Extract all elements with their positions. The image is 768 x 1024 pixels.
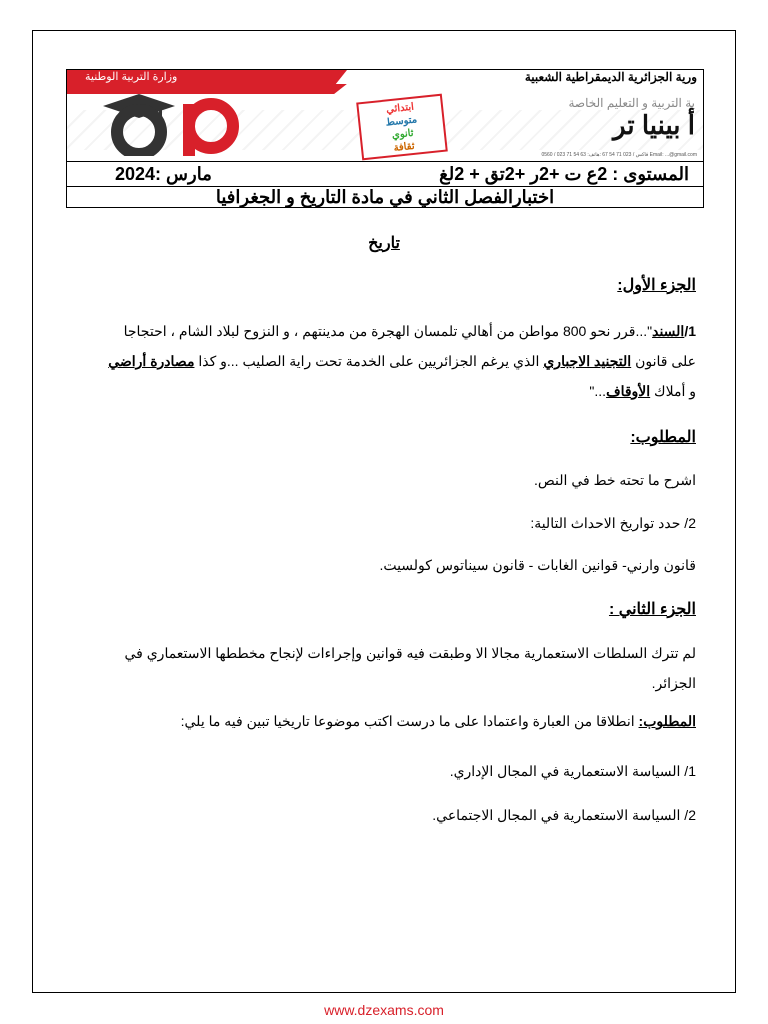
header-banner	[67, 70, 703, 160]
ministry-text: وزارة التربية الوطنية	[85, 71, 178, 83]
exam-header	[66, 69, 704, 208]
footer-link[interactable]: www.dzexams.com	[324, 1002, 444, 1018]
subject-title: تاريخ	[368, 235, 400, 252]
levels-badge: ابتدائي متوسط ثانوي ثقافة	[356, 94, 448, 161]
part2-statement: لم تترك السلطات الاستعمارية مجالا الا وطبقت فيه قوانين وإجراءات لإنجاح مخططها الاستعماري في الجزائر.	[124, 645, 696, 691]
level-row	[67, 161, 703, 187]
part2-point-1: 1/ السياسة الاستعمارية في المجال الإداري.	[449, 763, 696, 779]
level-text: المستوى : 2ع ت +2ر +2تق + 2لغ	[439, 164, 689, 184]
contact-line: 0560 / 023 71 54 63 :فاكس / 023 71 54 67 :هاتف Email: ...@gmail.com	[541, 152, 697, 158]
title-row	[67, 186, 703, 208]
part2-point-2: 2/ السياسة الاستعمارية في المجال الاجتماعي.	[432, 807, 696, 823]
part1-heading: الجزء الأول:	[617, 277, 696, 294]
document-text: 1/السند"...قرر نحو 800 مواطن من أهالي تلمسان الهجرة من مدينتهم ، و النزوح لبلاد الشام ، احتجاجا على قانون التجنيد الاجباري الذي يرغم الجزائريين على الخدمة تحت راية الصليب ...و كذا مصادرة أراضي و أملاك الأوقاف..."	[108, 323, 696, 399]
question-2: 2/ حدد تواريخ الاحداث التالية:	[530, 515, 696, 531]
brand-name: أ بينيا تر	[613, 110, 695, 140]
question-2-items: قانون وارني- قوانين الغابات - قانون سيناتوس كولسيت.	[379, 557, 696, 573]
republic-text: ورية الجزائرية الديمقراطية الشعبية	[524, 70, 697, 84]
part2-required: المطلوب: انطلاقا من العبارة واعتمادا على ما درست اكتب موضوعا تاريخيا تبين فيه ما يلي:	[180, 713, 696, 729]
op-logo-icon	[99, 92, 254, 156]
exam-title: اختبارالفصل الثاني في مادة التاريخ و الجغرافيا	[215, 187, 555, 207]
question-1: اشرح ما تحته خط في النص.	[534, 472, 696, 488]
required-heading: المطلوب:	[630, 429, 696, 446]
part2-heading: الجزء الثاني :	[608, 601, 696, 618]
exam-date: مارس :2024	[115, 164, 212, 184]
education-text: ية التربية و التعليم الخاصة	[568, 96, 695, 110]
